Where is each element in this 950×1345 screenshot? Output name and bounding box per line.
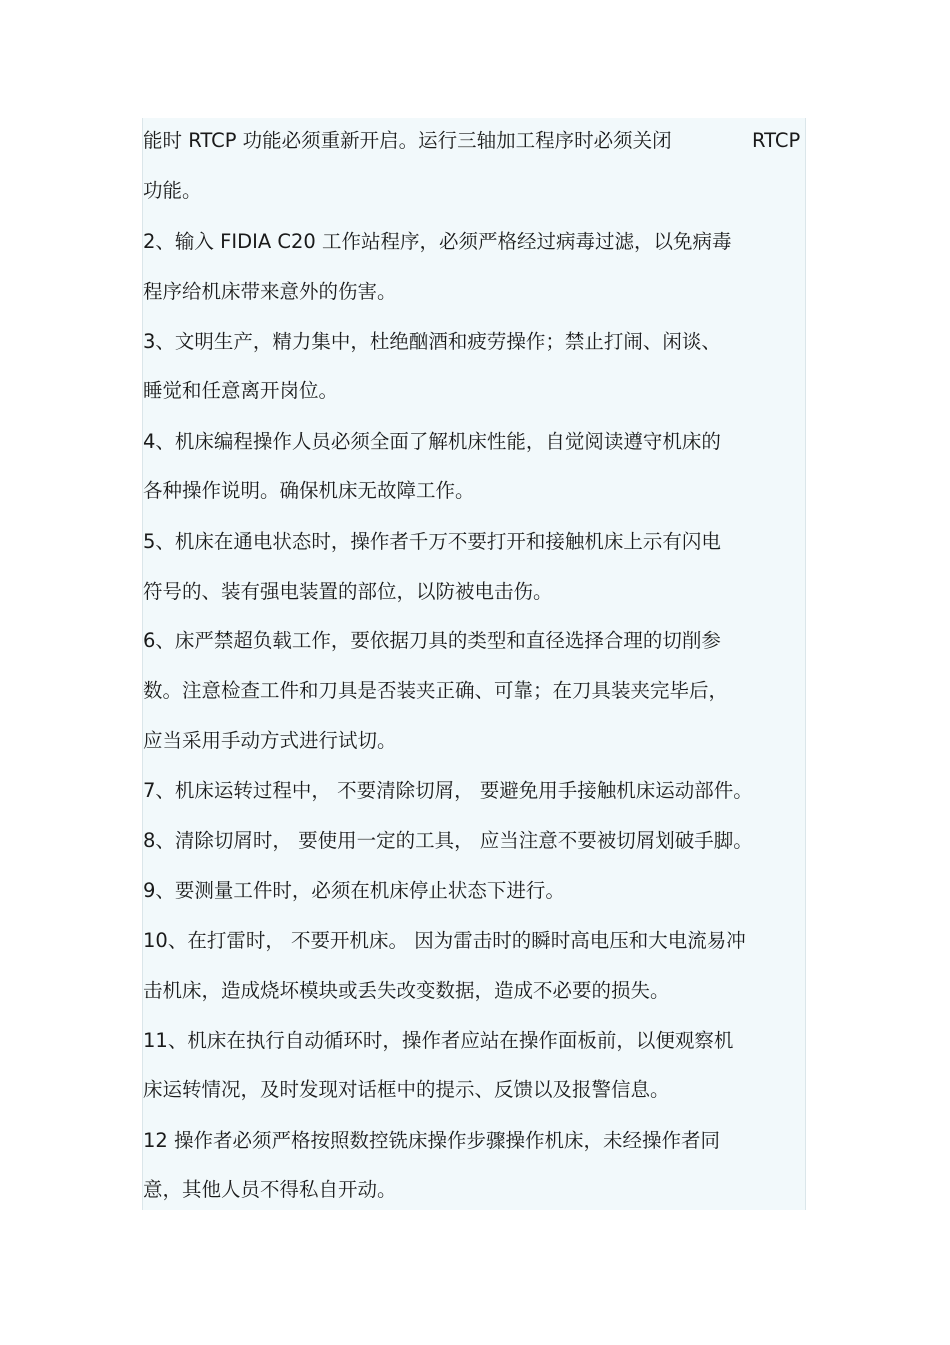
text-line-20 bbox=[143, 1077, 823, 1103]
text-line-1 bbox=[143, 128, 823, 154]
line-19-text: 11、机床在执行自动循环时，操作者应站在操作面板前，以便观察机 bbox=[143, 1029, 734, 1052]
text-line-16 bbox=[143, 878, 823, 904]
line-4-text: 程序给机床带来意外的伤害。 bbox=[143, 280, 397, 303]
line-17-text: 10、在打雷时， 不要开机床。 因为雷击时的瞬时高电压和大电流易冲 bbox=[143, 929, 746, 952]
text-line-18 bbox=[143, 978, 823, 1004]
line-16-text: 9、要测量工件时，必须在机床停止状态下进行。 bbox=[143, 879, 565, 902]
text-line-4 bbox=[143, 279, 823, 305]
line-7-text: 4、机床编程操作人员必须全面了解机床性能，自觉阅读遵守机床的 bbox=[143, 430, 721, 453]
line-12-text: 数。注意检查工件和刀具是否装夹正确、可靠；在刀具装夹完毕后， bbox=[143, 679, 729, 702]
text-line-13 bbox=[143, 728, 823, 754]
line-18-text: 击机床，造成烧坏模块或丢失改变数据，造成不必要的损失。 bbox=[143, 979, 670, 1002]
text-line-2 bbox=[143, 178, 823, 204]
text-line-10 bbox=[143, 579, 823, 605]
text-line-15 bbox=[143, 828, 823, 854]
line-9-text: 5、机床在通电状态时，操作者千万不要打开和接触机床上示有闪电 bbox=[143, 530, 721, 553]
line-10-text: 符号的、装有强电装置的部位，以防被电击伤。 bbox=[143, 580, 553, 603]
text-line-8 bbox=[143, 478, 823, 504]
text-line-11 bbox=[143, 628, 823, 654]
line-8-text: 各种操作说明。确保机床无故障工作。 bbox=[143, 479, 475, 502]
line-22-text: 意，其他人员不得私自开动。 bbox=[143, 1178, 397, 1201]
line-14-text: 7、机床运转过程中， 不要清除切屑， 要避免用手接触机床运动部件。 bbox=[143, 779, 753, 802]
line-13-text: 应当采用手动方式进行试切。 bbox=[143, 729, 397, 752]
text-line-17 bbox=[143, 928, 823, 954]
text-line-21 bbox=[143, 1128, 823, 1154]
line-1-text: 能时 RTCP 功能必须重新开启。运行三轴加工程序时必须关闭 bbox=[143, 129, 672, 152]
line-2-text: 功能。 bbox=[143, 179, 202, 202]
line-3-text: 2、输入 FIDIA C20 工作站程序，必须严格经过病毒过滤，以免病毒 bbox=[143, 230, 732, 253]
text-line-7 bbox=[143, 429, 823, 455]
line-11-text: 6、床严禁超负载工作，要依据刀具的类型和直径选择合理的切削参 bbox=[143, 629, 721, 652]
text-line-9 bbox=[143, 529, 823, 555]
text-line-19 bbox=[143, 1028, 823, 1054]
text-line-1-tail bbox=[752, 128, 812, 154]
text-line-22 bbox=[143, 1177, 823, 1203]
line-1-tail-text: RTCP bbox=[752, 129, 801, 152]
line-6-text: 睡觉和任意离开岗位。 bbox=[143, 379, 339, 402]
line-5-text: 3、文明生产，精力集中，杜绝酗酒和疲劳操作；禁止打闹、闲谈、 bbox=[143, 330, 721, 353]
text-line-5 bbox=[143, 329, 823, 355]
line-15-text: 8、清除切屑时， 要使用一定的工具， 应当注意不要被切屑划破手脚。 bbox=[143, 829, 753, 852]
line-20-text: 床运转情况，及时发现对话框中的提示、反馈以及报警信息。 bbox=[143, 1078, 670, 1101]
text-line-3 bbox=[143, 229, 823, 255]
line-21-text: 12 操作者必须严格按照数控铣床操作步骤操作机床，未经操作者同 bbox=[143, 1129, 721, 1152]
text-line-6 bbox=[143, 378, 823, 404]
text-line-12 bbox=[143, 678, 823, 704]
text-line-14 bbox=[143, 778, 823, 804]
